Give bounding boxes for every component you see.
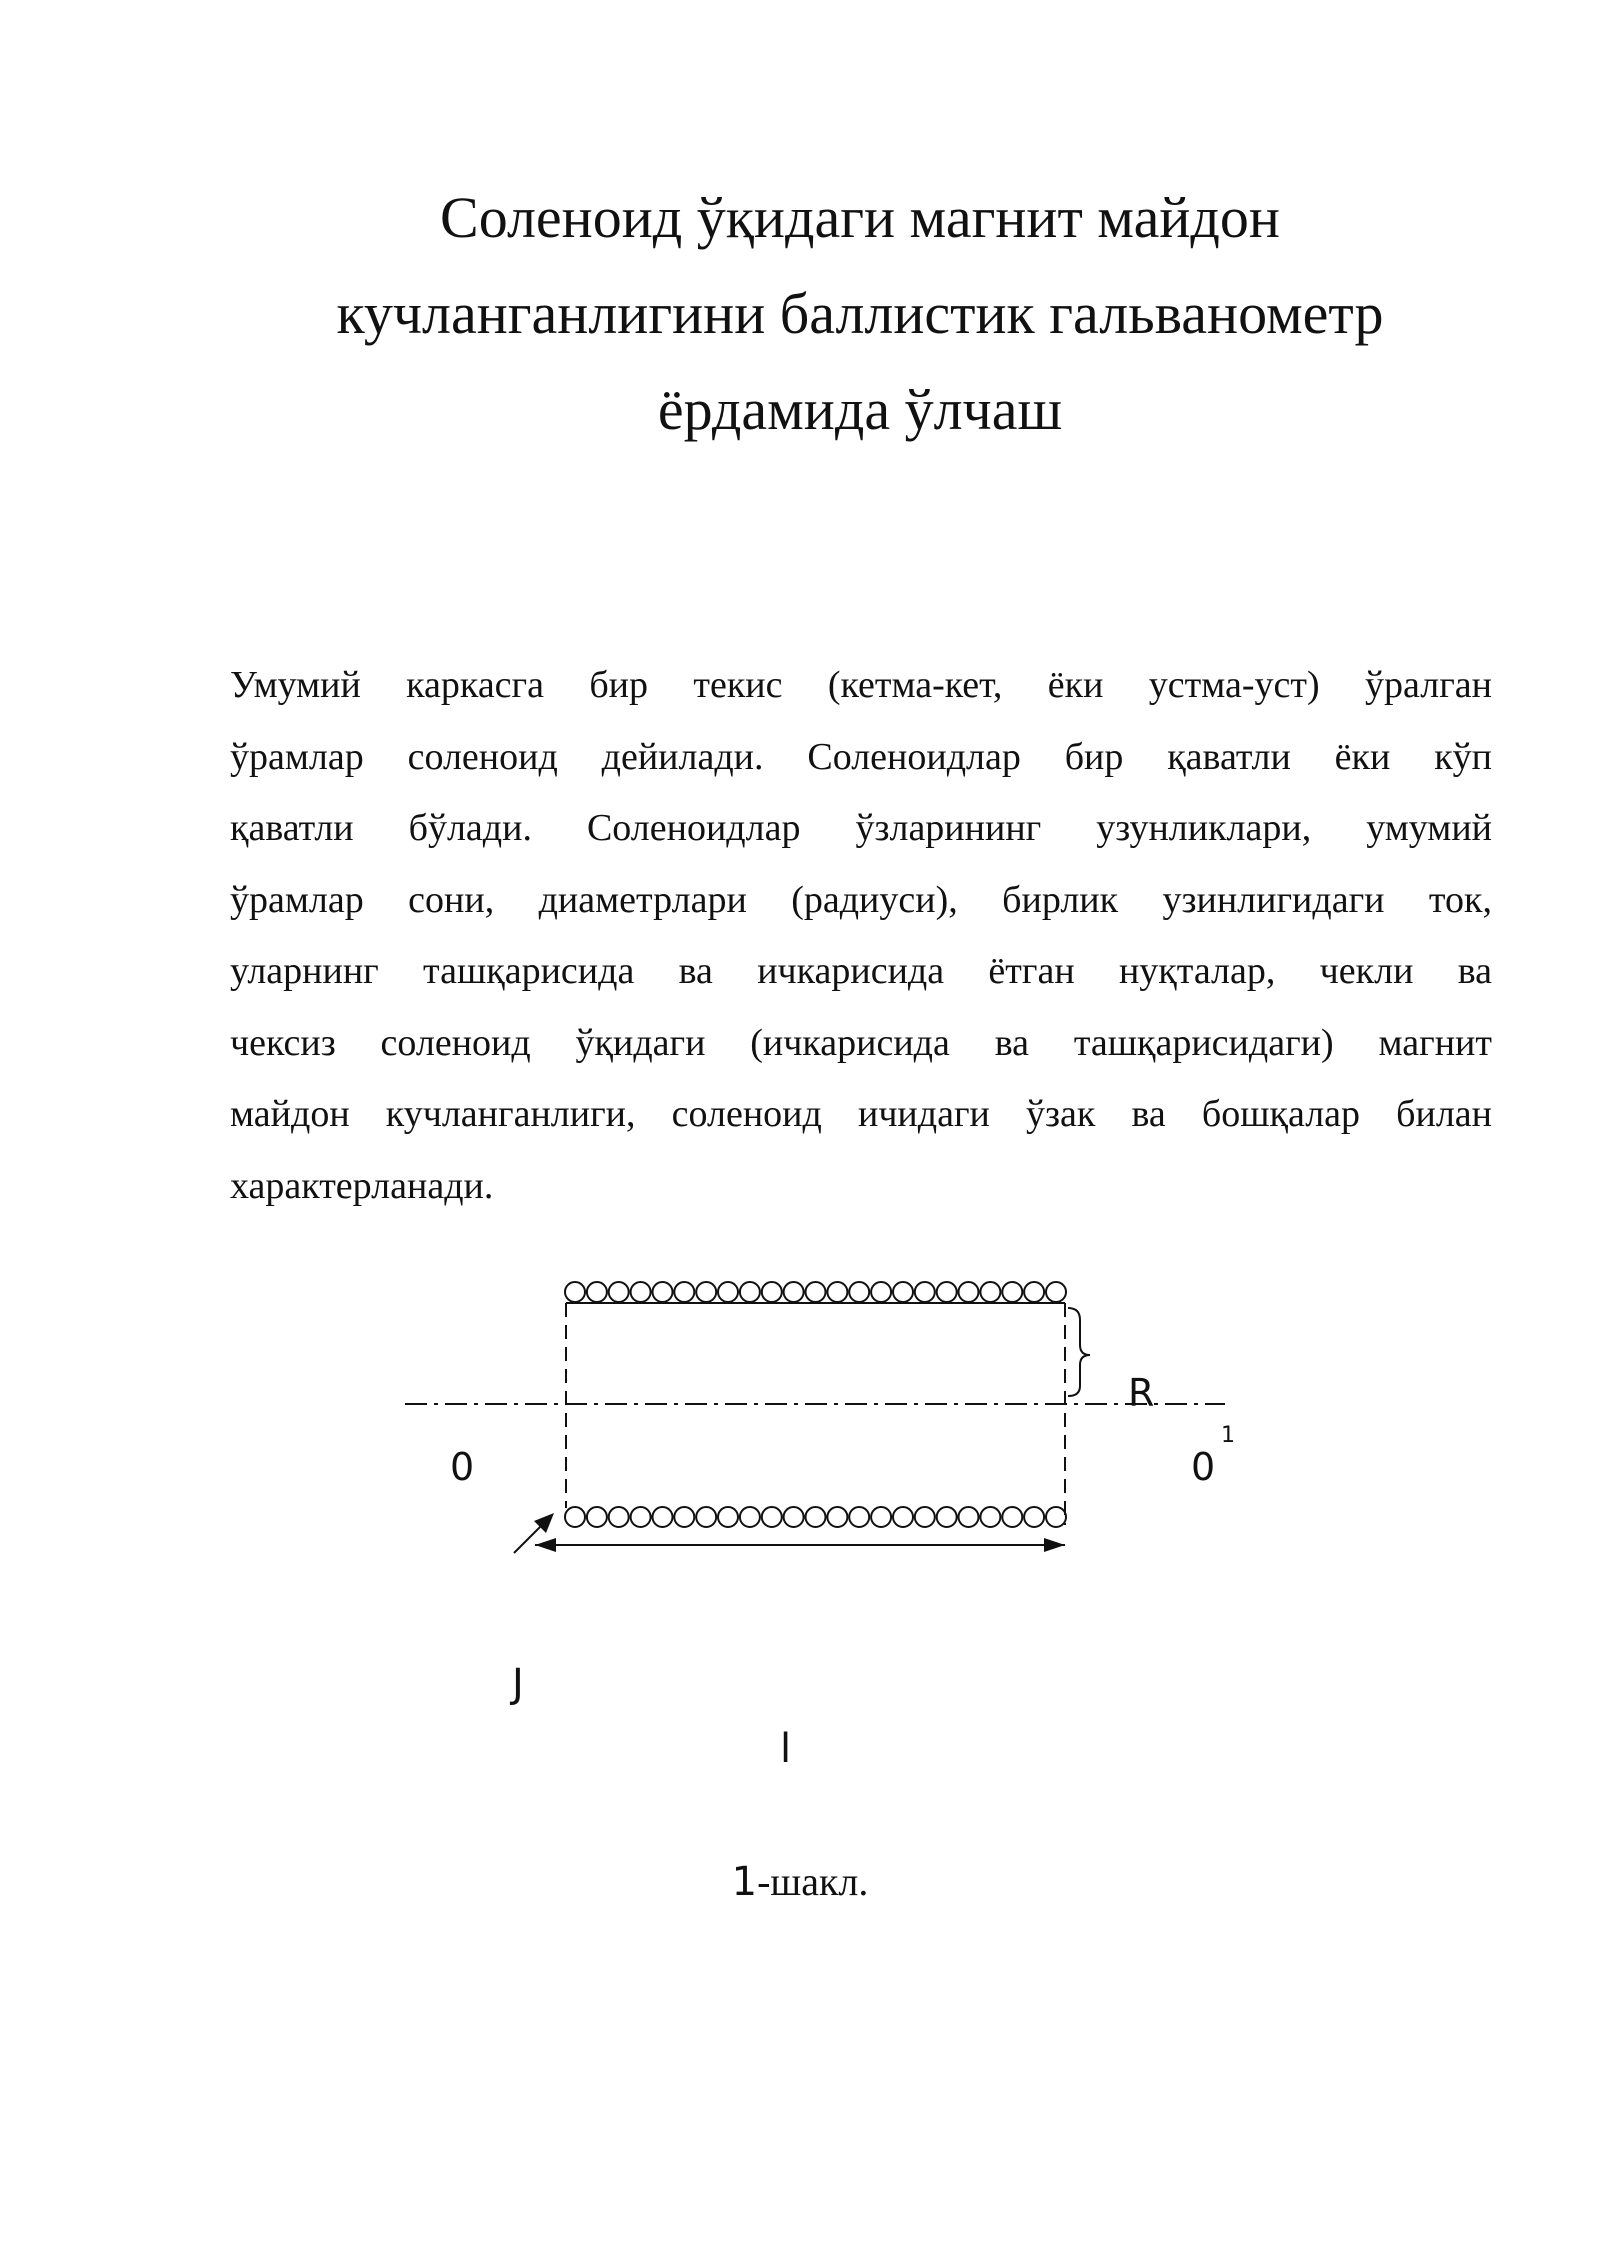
length-arrow-left xyxy=(535,1538,556,1552)
radius-brace xyxy=(1068,1308,1090,1396)
paragraph-line-7: майдон кучланганлиги, соленоид ичидаги ўзак ва бошқалар билан xyxy=(230,1093,1492,1135)
coil-turn xyxy=(653,1507,673,1527)
coil-turn xyxy=(740,1282,760,1302)
length-label: l xyxy=(780,1726,792,1772)
coil-turn xyxy=(980,1507,1000,1527)
paragraph-line-3: қаватли бўлади. Соленоидлар ўзларининг узунликлари, умумий xyxy=(230,807,1492,849)
coil-turns-bottom xyxy=(565,1507,1066,1527)
radius-label: R xyxy=(1128,1371,1155,1415)
coil-turn xyxy=(718,1507,738,1527)
title-line-3: ёрдамида ўлчаш xyxy=(657,377,1063,442)
coil-turn xyxy=(893,1282,913,1302)
coil-turn xyxy=(696,1507,716,1527)
figure-caption xyxy=(0,1858,1600,1905)
coil-turn xyxy=(980,1282,1000,1302)
title-line-1: Соленоид ўқидаги магнит майдон xyxy=(440,185,1280,250)
coil-turn xyxy=(784,1507,804,1527)
axis-left-label: 0 xyxy=(450,1445,475,1489)
coil-turn xyxy=(871,1282,891,1302)
paragraph-line-6: чексиз соленоид ўқидаги (ичкарисида ва ташқарисидаги) магнит xyxy=(230,1021,1492,1064)
paragraph-line-4: ўрамлар сони, диаметрлари (радиуси), бирлик узинлигидаги ток, xyxy=(230,878,1492,921)
coil-turn xyxy=(1002,1282,1022,1302)
coil-turn xyxy=(1046,1282,1066,1302)
length-arrow-right xyxy=(1044,1538,1065,1552)
coil-turn xyxy=(696,1282,716,1302)
coil-turn xyxy=(762,1282,782,1302)
coil-turns-top xyxy=(565,1282,1066,1302)
paragraph-line-8: характерланади. xyxy=(230,1164,494,1207)
coil-turn xyxy=(631,1507,651,1527)
coil-turn xyxy=(893,1507,913,1527)
caption-text: -шакл. xyxy=(757,1859,869,1904)
paragraph-line-5: уларнинг ташқарисида ва ичкарисида ётган нуқталар, чекли ва xyxy=(230,950,1492,992)
coil-turn xyxy=(565,1282,585,1302)
coil-turn xyxy=(937,1507,957,1527)
coil-turn xyxy=(565,1507,585,1527)
coil-turn xyxy=(631,1282,651,1302)
coil-turn xyxy=(915,1507,935,1527)
coil-turn xyxy=(827,1282,847,1302)
coil-turn xyxy=(1046,1507,1066,1527)
coil-turn xyxy=(959,1282,979,1302)
current-label: J xyxy=(512,1661,524,1707)
coil-turn xyxy=(937,1282,957,1302)
coil-turn xyxy=(806,1282,826,1302)
caption-number: 1 xyxy=(731,1859,758,1905)
axis-right-superscript: 1 xyxy=(1221,1423,1235,1448)
coil-turn xyxy=(827,1507,847,1527)
coil-turn xyxy=(915,1282,935,1302)
axis-right-label: 0 xyxy=(1191,1445,1216,1489)
coil-turn xyxy=(762,1507,782,1527)
coil-turn xyxy=(871,1507,891,1527)
coil-turn xyxy=(1024,1282,1044,1302)
coil-turn xyxy=(653,1282,673,1302)
coil-turn xyxy=(849,1282,869,1302)
coil-turn xyxy=(1024,1507,1044,1527)
coil-turn xyxy=(806,1507,826,1527)
coil-turn xyxy=(740,1507,760,1527)
coil-turn xyxy=(674,1507,694,1527)
coil-turn xyxy=(849,1507,869,1527)
paragraph-line-2: ўрамлар соленоид дейилади. Соленоидлар бир қаватли ёки кўп xyxy=(230,735,1492,778)
paragraph-line-1: Умумий каркасга бир текис (кетма-кет, ёки устма-уст) ўралган xyxy=(230,664,1492,706)
coil-turn xyxy=(1002,1507,1022,1527)
coil-turn xyxy=(674,1282,694,1302)
coil-turn xyxy=(784,1282,804,1302)
coil-turn xyxy=(959,1507,979,1527)
coil-turn xyxy=(587,1507,607,1527)
coil-turn xyxy=(609,1282,629,1302)
coil-turn xyxy=(718,1282,738,1302)
coil-turn xyxy=(609,1507,629,1527)
coil-turn xyxy=(587,1282,607,1302)
title-line-2: кучланганлигини баллистик гальванометр xyxy=(336,281,1384,346)
